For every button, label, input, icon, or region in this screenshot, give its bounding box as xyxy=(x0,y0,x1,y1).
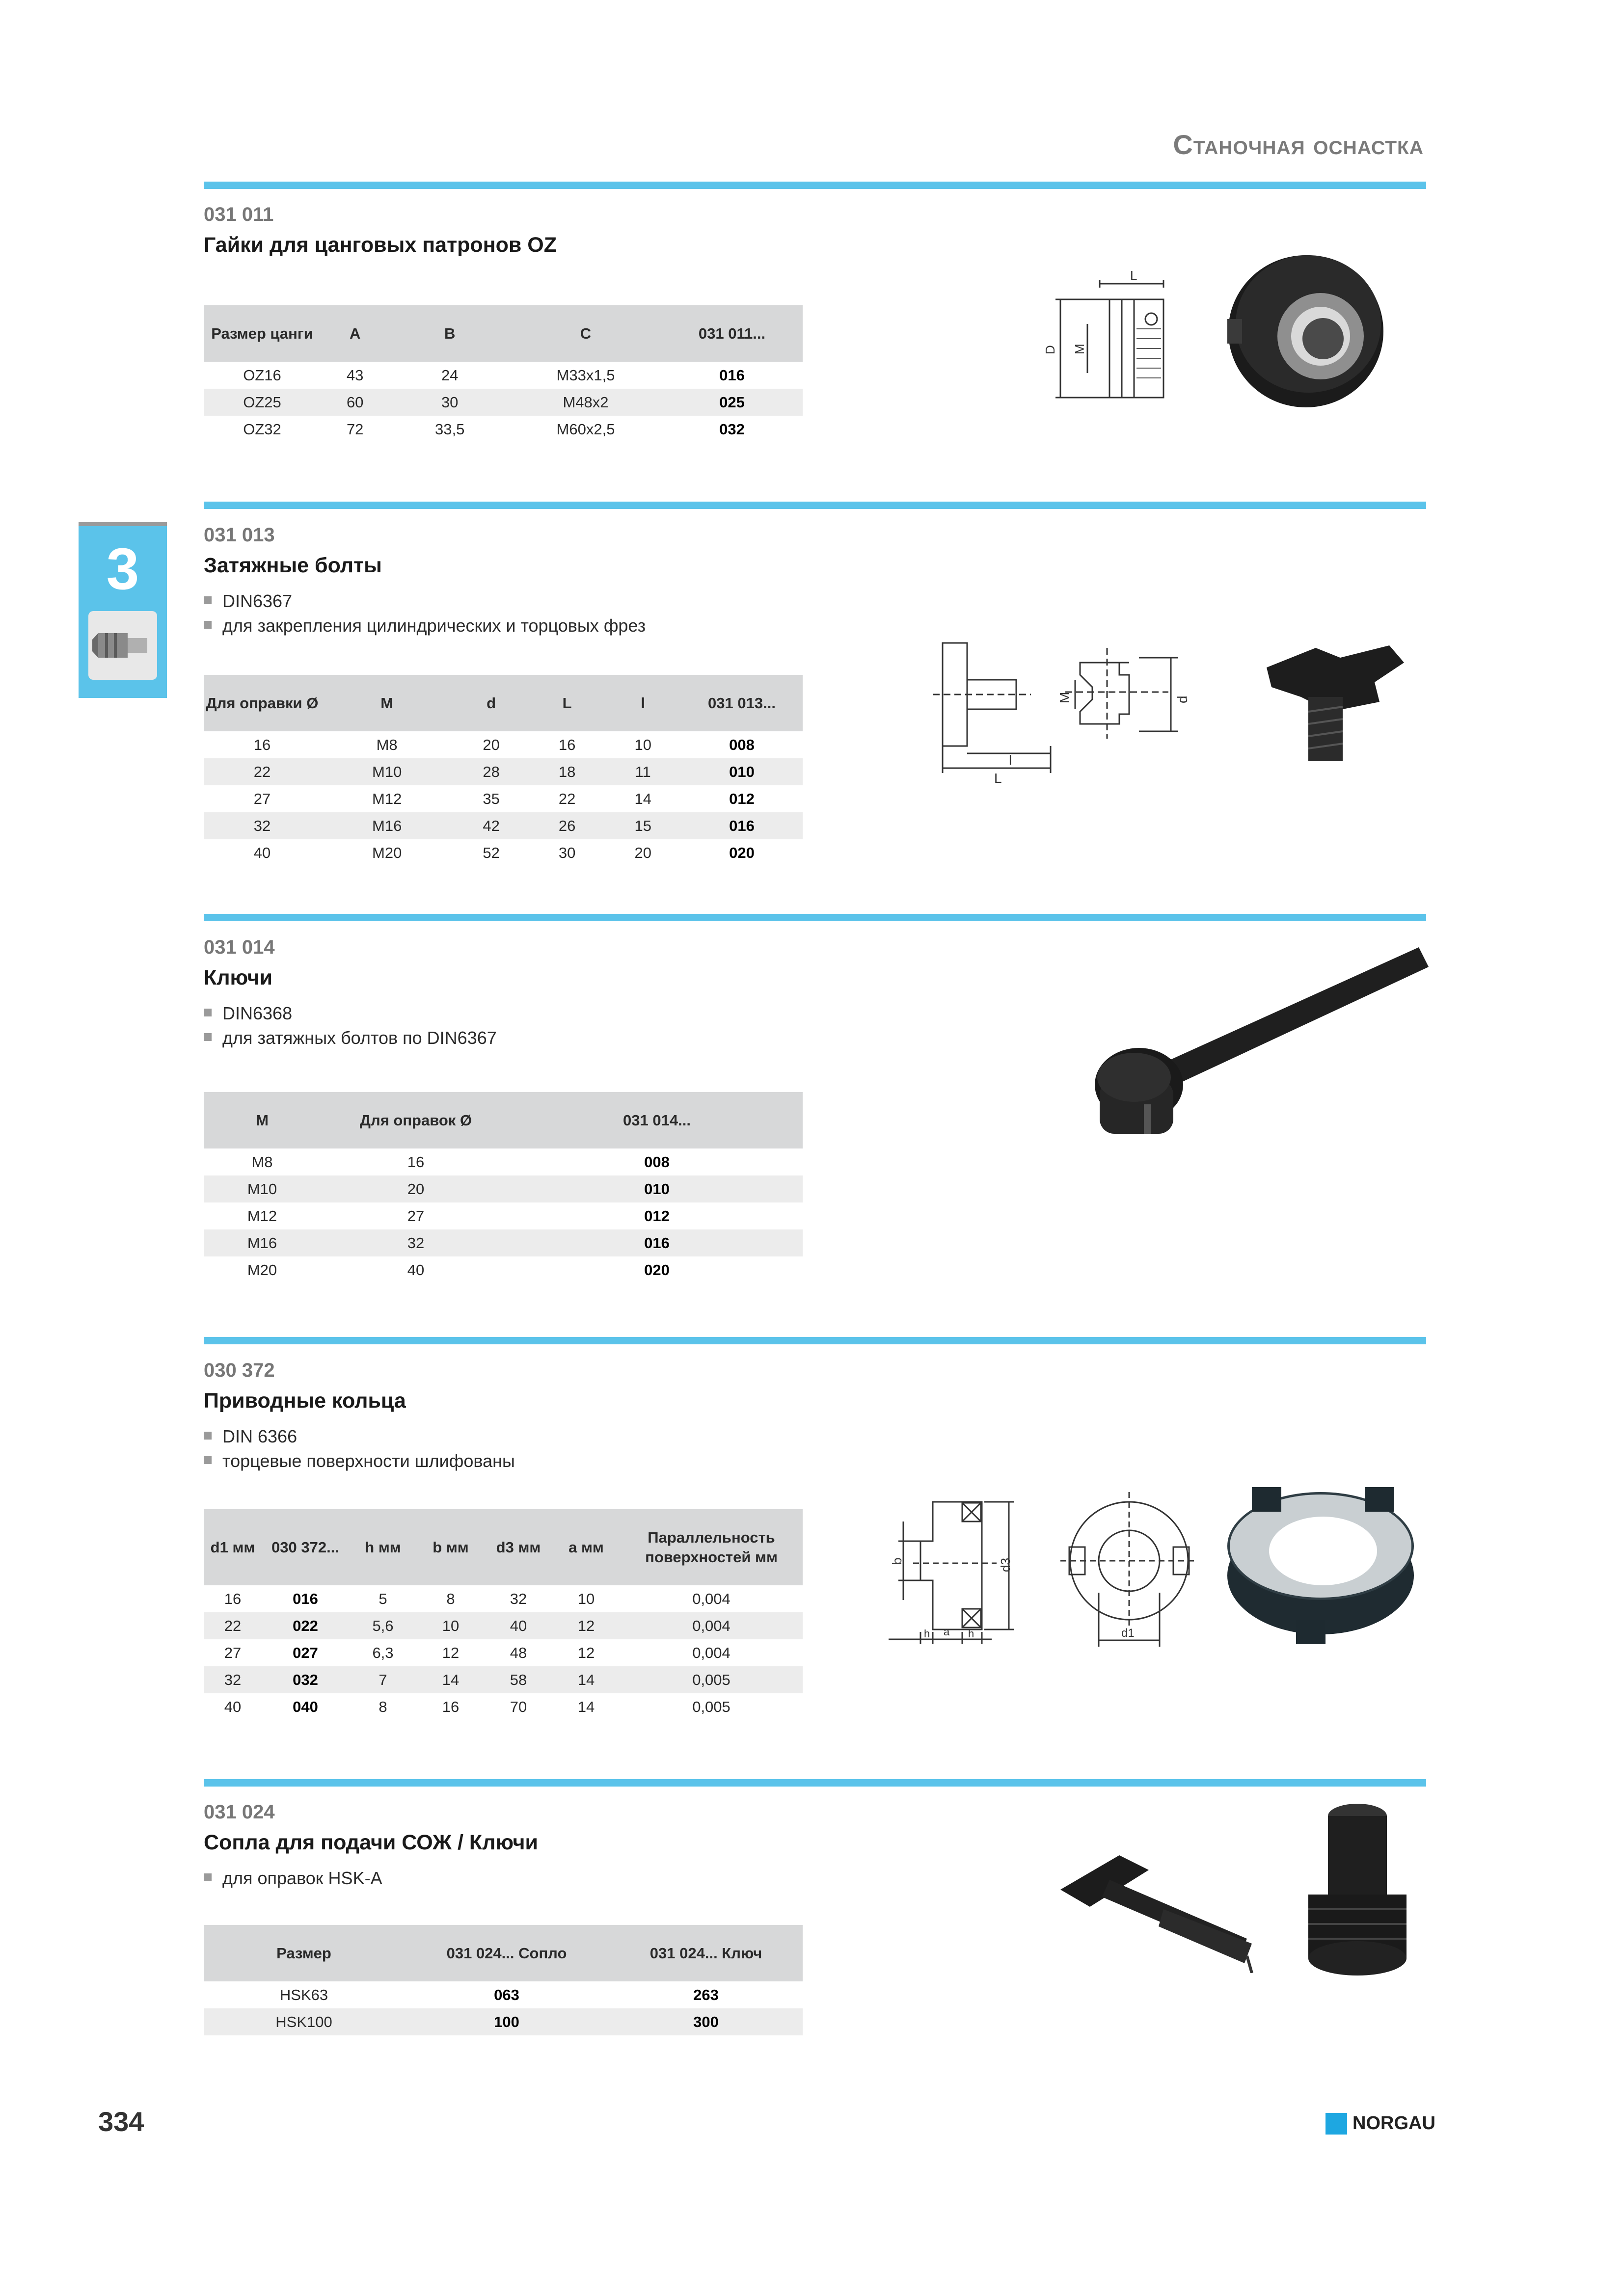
table-row xyxy=(204,812,803,839)
table-cell: 32 xyxy=(510,1590,527,1607)
collet-nut-photo xyxy=(1222,245,1389,412)
table-cell: 40 xyxy=(224,1698,242,1715)
spec-table xyxy=(204,675,803,866)
order-code: 025 xyxy=(661,389,803,416)
collet-chuck-icon xyxy=(88,611,157,680)
table-cell: M12 xyxy=(247,1207,277,1225)
order-code: 063 xyxy=(494,1986,519,2003)
table-row xyxy=(204,1693,803,1720)
table-cell: M10 xyxy=(204,1175,321,1202)
table-cell: 16 xyxy=(224,1590,242,1607)
spec-table xyxy=(204,1092,803,1283)
table-row xyxy=(204,1639,803,1666)
table-cell: M20 xyxy=(247,1261,277,1279)
table-cell: M33x1,5 xyxy=(556,366,615,384)
table-cell: 48 xyxy=(510,1644,527,1661)
article-code: 030 372 xyxy=(204,1360,275,1381)
table-cell: 18 xyxy=(529,758,605,785)
bullet-item: торцевые поверхности шлифованы xyxy=(204,1451,515,1471)
table-cell: M8 xyxy=(376,736,398,753)
table-cell: 32 xyxy=(321,1229,511,1256)
table-cell: OZ32 xyxy=(243,420,281,438)
table-cell: M20 xyxy=(372,844,402,861)
column-header: d1 мм xyxy=(204,1509,262,1585)
table-row xyxy=(204,1256,803,1283)
column-header: 031 024... Ключ xyxy=(609,1925,803,1981)
dimension-label: b xyxy=(890,1557,904,1565)
table-cell: 12 xyxy=(552,1612,620,1639)
dimension-label: l xyxy=(1009,752,1012,768)
order-code: 012 xyxy=(644,1207,670,1225)
column-header: 031 011... xyxy=(661,305,803,362)
table-cell: 5,6 xyxy=(349,1612,417,1639)
section-divider xyxy=(204,914,1426,921)
table-cell: 32 xyxy=(204,1666,262,1693)
table-cell: 8 xyxy=(446,1590,455,1607)
table-cell: 12 xyxy=(577,1644,595,1661)
table-row xyxy=(204,785,803,812)
table-cell: 40 xyxy=(407,1261,425,1279)
table-row xyxy=(204,2008,803,2035)
drive-ring-photo xyxy=(1222,1477,1419,1649)
dimension-label: M xyxy=(1072,344,1087,354)
pull-bolt-drawing xyxy=(933,633,1227,790)
table-cell: HSK100 xyxy=(204,2008,404,2035)
order-code: 008 xyxy=(729,736,755,753)
column-header: 031 014... xyxy=(511,1092,803,1148)
column-header: 031 013... xyxy=(681,675,803,731)
bullet-item: для затяжных болтов по DIN6367 xyxy=(204,1028,497,1048)
column-header: Для оправок Ø xyxy=(321,1092,511,1148)
table-row xyxy=(204,1202,803,1229)
section-divider xyxy=(204,182,1426,189)
table-cell: 52 xyxy=(483,844,500,861)
table-cell: 5 xyxy=(379,1590,387,1607)
table-row xyxy=(204,1229,803,1256)
column-header: B xyxy=(389,305,510,362)
section-title: Затяжные болты xyxy=(204,554,382,577)
order-code: 020 xyxy=(644,1261,670,1279)
chapter-number: 3 xyxy=(106,536,139,602)
dimension-label: d3 xyxy=(998,1558,1013,1572)
table-cell: 20 xyxy=(321,1175,511,1202)
table-cell: 33,5 xyxy=(435,420,465,438)
table-row xyxy=(204,416,803,443)
coolant-nozzle-photo xyxy=(1301,1796,1414,1983)
table-cell: 35 xyxy=(483,790,500,807)
order-code: 032 xyxy=(719,420,745,438)
table-cell: M10 xyxy=(321,758,453,785)
table-cell: M8 xyxy=(251,1153,273,1171)
table-row xyxy=(204,362,803,389)
table-cell: 12 xyxy=(442,1644,460,1661)
table-row xyxy=(204,731,803,758)
table-cell: 16 xyxy=(558,736,576,753)
column-header: M xyxy=(204,1092,321,1148)
table-cell: M12 xyxy=(372,790,402,807)
column-header: Параллельность поверхностей мм xyxy=(620,1509,803,1585)
bullet-item: DIN6368 xyxy=(204,1003,292,1024)
table-row xyxy=(204,1981,803,2008)
order-code: 300 xyxy=(609,2008,803,2035)
page-header-title: Станочная оснастка xyxy=(1173,129,1424,160)
table-cell: 7 xyxy=(349,1666,417,1693)
table-cell: 27 xyxy=(253,790,271,807)
table-cell: 0,005 xyxy=(692,1698,730,1715)
table-cell: 6,3 xyxy=(372,1644,394,1661)
table-cell: 30 xyxy=(389,389,510,416)
table-cell: 11 xyxy=(605,758,681,785)
table-cell: M16 xyxy=(321,812,453,839)
dimension-label: h xyxy=(924,1628,930,1640)
table-cell: 8 xyxy=(379,1698,387,1715)
table-cell: 14 xyxy=(417,1666,485,1693)
table-cell: 27 xyxy=(224,1644,242,1661)
spec-table xyxy=(204,1509,803,1720)
table-cell: 0,004 xyxy=(692,1644,730,1661)
table-cell: 22 xyxy=(204,758,321,785)
order-code: 010 xyxy=(681,758,803,785)
table-cell: 0,004 xyxy=(692,1590,730,1607)
column-header: Размер xyxy=(204,1925,404,1981)
order-code: 100 xyxy=(404,2008,609,2035)
section-title: Ключи xyxy=(204,966,273,989)
order-code: 022 xyxy=(262,1612,349,1639)
table-cell: 22 xyxy=(558,790,576,807)
order-code: 010 xyxy=(511,1175,803,1202)
bullet-item: DIN6367 xyxy=(204,591,292,612)
page-number: 334 xyxy=(98,2106,144,2137)
column-header: Для оправки Ø xyxy=(204,675,321,731)
table-cell: M48x2 xyxy=(510,389,661,416)
table-cell: 10 xyxy=(417,1612,485,1639)
table-cell: 14 xyxy=(577,1698,595,1715)
article-code: 031 013 xyxy=(204,524,275,546)
column-header: A xyxy=(321,305,389,362)
order-code: 012 xyxy=(729,790,755,807)
dimension-label: a xyxy=(944,1626,950,1638)
dimension-label: h xyxy=(968,1628,974,1640)
order-code: 027 xyxy=(293,1644,318,1661)
table-cell: 0,005 xyxy=(620,1666,803,1693)
brand-name: NORGAU xyxy=(1352,2113,1435,2134)
table-cell: M16 xyxy=(204,1229,321,1256)
column-header: M xyxy=(321,675,453,731)
spec-table xyxy=(204,305,803,443)
section-title: Приводные кольца xyxy=(204,1389,406,1413)
table-cell: 10 xyxy=(577,1590,595,1607)
dimension-label: D xyxy=(1043,345,1057,354)
table-row xyxy=(204,1585,803,1612)
column-header: h мм xyxy=(349,1509,417,1585)
table-cell: 20 xyxy=(483,736,500,753)
table-cell: 40 xyxy=(253,844,271,861)
column-header: b мм xyxy=(417,1509,485,1585)
table-cell: 14 xyxy=(552,1666,620,1693)
table-cell: 40 xyxy=(485,1612,552,1639)
column-header: a мм xyxy=(552,1509,620,1585)
table-row xyxy=(204,389,803,416)
dimension-label: d xyxy=(1175,695,1190,703)
table-row xyxy=(204,1612,803,1639)
dimension-label: M xyxy=(1057,692,1072,703)
table-row xyxy=(204,1666,803,1693)
table-cell: 42 xyxy=(453,812,529,839)
dimension-label: d1 xyxy=(1121,1627,1135,1640)
table-cell: 16 xyxy=(442,1698,460,1715)
table-cell: M60x2,5 xyxy=(556,420,615,438)
column-header: 030 372... xyxy=(262,1509,349,1585)
table-cell: 32 xyxy=(204,812,321,839)
table-cell: 72 xyxy=(346,420,364,438)
order-code: 008 xyxy=(644,1153,670,1171)
table-row xyxy=(204,1148,803,1175)
dimension-label: L xyxy=(994,771,1002,786)
column-header: l xyxy=(605,675,681,731)
drive-ring-drawing xyxy=(884,1482,1208,1654)
table-cell: 30 xyxy=(558,844,576,861)
dimension-label: L xyxy=(1130,268,1137,283)
table-cell: 24 xyxy=(441,366,459,384)
table-row xyxy=(204,1175,803,1202)
table-cell: 28 xyxy=(453,758,529,785)
table-cell: 20 xyxy=(634,844,651,861)
bullet-item: DIN 6366 xyxy=(204,1426,297,1447)
article-code: 031 011 xyxy=(204,204,274,225)
table-cell: 43 xyxy=(346,366,364,384)
order-code: 016 xyxy=(681,812,803,839)
order-code: 040 xyxy=(293,1698,318,1715)
table-row xyxy=(204,839,803,866)
spec-table xyxy=(204,1925,803,2035)
table-cell: OZ25 xyxy=(204,389,321,416)
table-cell: 0,004 xyxy=(620,1612,803,1639)
section-divider xyxy=(204,502,1426,509)
table-cell: 70 xyxy=(510,1698,527,1715)
order-code: 016 xyxy=(719,366,745,384)
section-divider xyxy=(204,1779,1426,1787)
table-cell: 27 xyxy=(407,1207,425,1225)
table-cell: 16 xyxy=(407,1153,425,1171)
column-header: Размер цанги xyxy=(204,305,321,362)
bullet-item: для оправок HSK-A xyxy=(204,1868,382,1889)
table-cell: 26 xyxy=(529,812,605,839)
order-code: 020 xyxy=(729,844,755,861)
column-header: 031 024... Сопло xyxy=(404,1925,609,1981)
section-title: Гайки для цанговых патронов OZ xyxy=(204,233,557,257)
t-key-photo xyxy=(1055,1816,1281,1973)
table-cell: 60 xyxy=(321,389,389,416)
article-code: 031 024 xyxy=(204,1801,275,1823)
collet-nut-drawing xyxy=(1041,265,1198,407)
pull-bolt-photo xyxy=(1257,628,1414,766)
table-cell: 58 xyxy=(485,1666,552,1693)
table-cell: 22 xyxy=(204,1612,262,1639)
table-cell: 16 xyxy=(253,736,271,753)
column-header: L xyxy=(529,675,605,731)
table-cell: HSK63 xyxy=(279,1986,328,2003)
order-code: 263 xyxy=(693,1986,719,2003)
order-code: 032 xyxy=(262,1666,349,1693)
table-row xyxy=(204,758,803,785)
table-cell: 14 xyxy=(634,790,651,807)
order-code: 016 xyxy=(293,1590,318,1607)
brand-logo-square xyxy=(1325,2113,1347,2135)
column-header: d xyxy=(453,675,529,731)
table-cell: 15 xyxy=(605,812,681,839)
column-header: C xyxy=(510,305,661,362)
section-divider xyxy=(204,1337,1426,1344)
table-cell: OZ16 xyxy=(243,366,281,384)
table-cell: 10 xyxy=(634,736,651,753)
section-title: Сопла для подачи СОЖ / Ключи xyxy=(204,1831,538,1854)
key-photo xyxy=(1080,937,1434,1158)
order-code: 016 xyxy=(511,1229,803,1256)
column-header: d3 мм xyxy=(485,1509,552,1585)
article-code: 031 014 xyxy=(204,936,275,958)
bullet-item: для закрепления цилиндрических и торцовых фрез xyxy=(204,615,646,636)
